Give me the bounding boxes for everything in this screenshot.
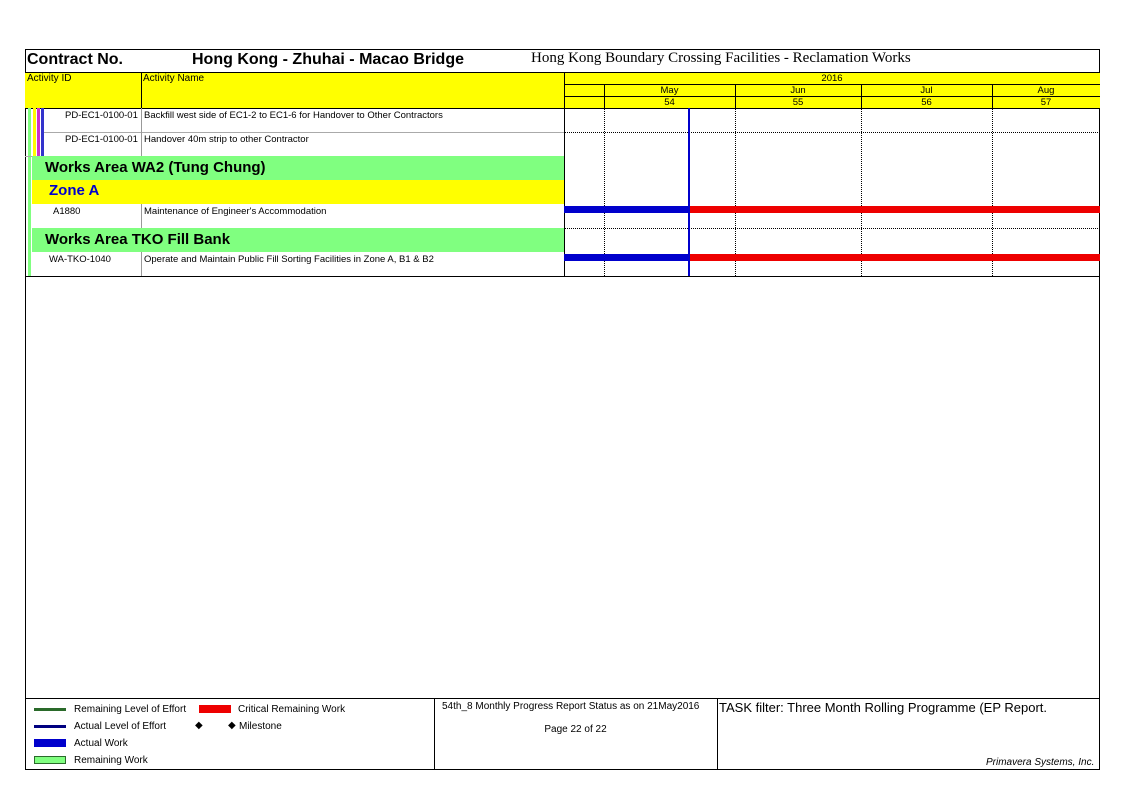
legend-remaining-loe: Remaining Level of Effort <box>74 704 187 715</box>
footer-top-rule <box>25 698 1100 699</box>
contract-label: Contract No. <box>27 51 123 68</box>
row1-gantt-rule <box>564 132 1100 133</box>
header-divider-may <box>604 84 605 108</box>
week-56: 56 <box>921 97 932 108</box>
report-subtitle: Hong Kong Boundary Crossing Facilities - Reclamation Works <box>531 50 911 66</box>
legend-remaining-work: Remaining Work <box>74 755 148 766</box>
legend-actual-work: Actual Work <box>74 738 128 749</box>
gantt-grid-may <box>604 108 605 276</box>
data-date-line <box>688 108 690 276</box>
gantt-grid-jun <box>735 108 736 276</box>
row-wa-tko-1040-activity-id[interactable]: WA-TKO-1040 <box>49 254 111 265</box>
legend-critical-remaining: Critical Remaining Work <box>238 704 346 715</box>
band-tko-fill-bank-label: Works Area TKO Fill Bank <box>45 231 231 248</box>
col-activity-name[interactable]: Activity Name <box>143 73 205 84</box>
row2-activity-name[interactable]: Handover 40m strip to other Contractor <box>144 134 309 145</box>
milestone-diamond-icon: ◆ <box>195 720 203 731</box>
band-zone-a <box>32 180 564 204</box>
month-jul: Jul <box>920 85 933 96</box>
header-bottom-rule <box>25 108 1100 109</box>
row1-bottom-rule <box>44 132 564 133</box>
rows-divider-3 <box>141 252 142 276</box>
outline-bar-yellow <box>33 108 36 156</box>
row-a1880-gantt-rule <box>564 228 1100 229</box>
row-a1880-activity-name[interactable]: Maintenance of Engineer's Accommodation <box>144 206 327 217</box>
bar-wa-tko-1040-critical[interactable] <box>690 254 1100 261</box>
rows-divider-1 <box>141 108 142 156</box>
gantt-grid-jul <box>861 108 862 276</box>
week-57: 57 <box>1040 97 1052 108</box>
rows-divider-2 <box>141 204 142 228</box>
bar-a1880-critical[interactable] <box>690 206 1100 213</box>
week-55: 55 <box>792 97 804 108</box>
legend-milestone: Milestone <box>239 721 282 732</box>
row2-activity-id[interactable]: PD-EC1-0100-01 <box>65 134 138 145</box>
row-wa-tko-1040-activity-name[interactable]: Operate and Maintain Public Fill Sorting Facilities in Zone A, B1 & B2 <box>144 254 434 265</box>
milestone-diamond-icon-2: ◆ <box>228 720 236 731</box>
page-number: Page 22 of 22 <box>544 724 607 735</box>
month-jun: Jun <box>790 85 806 96</box>
bar-wa-tko-1040-actual[interactable] <box>564 254 689 261</box>
legend-actual-work-icon <box>34 739 66 747</box>
month-aug: Aug <box>1037 85 1055 96</box>
legend-remaining-work-icon <box>34 756 66 764</box>
header-divider-jun <box>735 84 736 108</box>
legend-remaining-loe-icon <box>34 708 66 711</box>
header-divider-jul <box>861 84 862 108</box>
timescale-year: 2016 <box>821 73 843 84</box>
legend-actual-loe: Actual Level of Effort <box>74 721 167 732</box>
report-status: 54th_8 Monthly Progress Report Status as on 21May2016 <box>442 701 700 712</box>
gantt-grid-aug <box>992 108 993 276</box>
bar-a1880-actual[interactable] <box>564 206 689 213</box>
gantt-left-border <box>564 72 565 277</box>
table-bottom-rule <box>25 276 1100 277</box>
week-54: 54 <box>664 97 675 108</box>
legend-actual-loe-icon <box>34 725 66 728</box>
col-activity-id[interactable]: Activity ID <box>27 73 72 84</box>
vendor-credit: Primavera Systems, Inc. <box>986 757 1095 768</box>
row-a1880-activity-id[interactable]: A1880 <box>53 206 81 217</box>
band-works-area-wa2-label: Works Area WA2 (Tung Chung) <box>45 159 266 176</box>
row1-activity-name[interactable]: Backfill west side of EC1-2 to EC1-6 for Handover to Other Contractors <box>144 110 443 121</box>
legend-critical-icon <box>199 705 231 713</box>
header-divider-id <box>141 72 142 108</box>
task-filter: TASK filter: Three Month Rolling Programme (EP Report. <box>719 700 1048 715</box>
outline-bar-magenta <box>37 108 40 156</box>
outline-bar-green <box>28 108 31 276</box>
row1-activity-id[interactable]: PD-EC1-0100-01 <box>65 110 138 121</box>
header-divider-aug <box>992 84 993 108</box>
footer-divider-2 <box>717 698 718 770</box>
band-zone-a-label: Zone A <box>49 182 100 199</box>
project-title: Hong Kong - Zhuhai - Macao Bridge <box>192 51 464 68</box>
month-may: May <box>660 85 679 96</box>
